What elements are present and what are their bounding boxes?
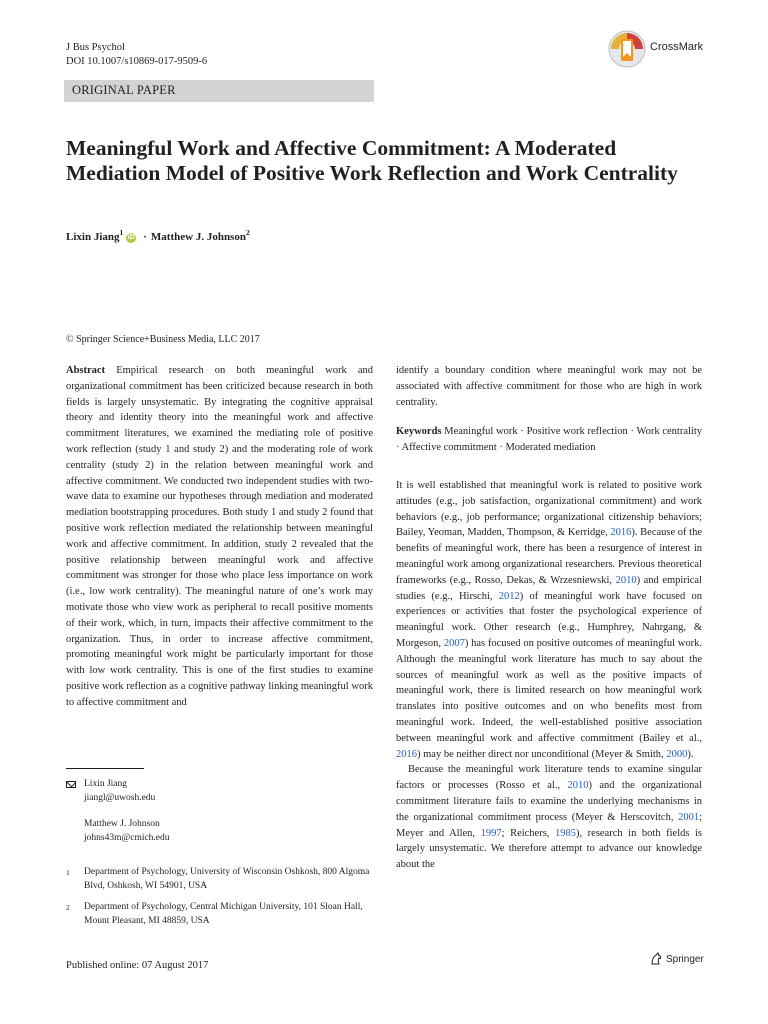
crossmark-badge[interactable] [608,29,704,69]
affiliations [66,866,376,936]
body-text: ) and empirical studies (e.g., Hirschi, [396,574,702,602]
citation-link[interactable]: 2010 [567,780,589,792]
abstract-text: Empirical research on both meaningful work and organizational commitment has been criticized because research in both fields is largely unsystematic. By integrating the cognitive appraisal theory and identity theory into the meaningful work and affective commitment literatures, we examined the mediating role of positive work reflection (study 1 and study 2) and the moderating role of work centrality (study 2) in the relation between meaningful work and affective commitment. We conducted two independent studies with two-wave data to examine our hypotheses through mediation and moderated mediation bootstrapping procedures. Both study 1 and study 2 found that positive work reflection mediated the relationship between meaningful work and affective commitment. In addition, study 2 revealed that the positive relationship between meaningful work and affective commitment was stronger for those who place less importance on work (i.e., low work centrality). The meaningful nature of one’s work may motivate those who view work as peripheral to recall positive moments of their work, which, in turn, impacts their affective commitment to the organization. Thus, in order to increase affective commitment, promoting meaningful work might be particularly important for those with low work centrality. This is one of the first studies to examine positive work reflection as a cognitive pathway linking meaningful work to affective commitment and [66,365,373,708]
body-text: ) has focused on positive outcomes of meaningful work. Although the meaningful work literature has much to say about the sources of meaningful work as well as the positive impacts of meaningful work, there is limited research on how meaningful work translates into positive outcomes and on who benefits most from meaningful work. Indeed, the well-established positive association between meaningful work and affective commitment (Bailey et al., [396,637,702,744]
corresponding-author-name: Lixin Jiang [84,779,128,789]
publisher-logo [649,952,704,966]
body-text: It is well established that meaningful work is related to positive work attitudes (e.g., job satisfaction, organizational commitment) and work behaviors (e.g., job performance; organizational citizenship behaviors; Bailey, Yeoman, Madden, Thompson, & Kerridge, [396,479,702,539]
publisher-name: Springer [666,953,704,965]
envelope-icon [66,781,76,788]
citation-link[interactable]: 2000 [666,748,688,760]
affiliation-number: 1 [66,868,70,877]
springer-horse-icon [649,952,663,966]
left-column [66,363,373,711]
citation-link[interactable]: 1985 [554,827,576,839]
body-text: ) of meaningful work have focused on experiences or activities that foster the psychological experience of meaningful work. Other research (e.g., Humphrey, Nahrgang, & Morgeson, [396,590,702,649]
affiliation-number: 2 [66,903,70,912]
citation-link[interactable]: 2010 [615,574,637,586]
right-column [396,363,702,873]
footnote-divider [66,768,144,769]
author-2[interactable]: Matthew J. Johnson [150,231,246,243]
published-date: Published online: 07 August 2017 [66,960,209,971]
body-paragraph-1 [396,478,702,762]
body-paragraph-2 [396,762,702,873]
body-text: ) may be neither direct nor unconditional (Meyer & Smith, [417,748,667,760]
doi[interactable]: DOI 10.1007/s10869-017-9509-6 [66,56,208,67]
author-1[interactable]: Lixin Jiang [66,231,120,243]
section-banner [64,80,374,102]
affiliation-2 [66,901,376,928]
body-text: ), research in both fields is largely unsystematic. We therefore attempt to advance our knowledge about the [396,827,703,871]
crossmark-label: CrossMark [650,41,704,53]
author-separator: · [143,231,147,243]
citation-link[interactable]: 1997 [480,827,502,839]
journal-header [66,41,207,69]
copyright-notice: © Springer Science+Business Media, LLC 2017 [66,334,260,345]
citation-link[interactable]: 2001 [678,811,700,823]
abstract-continuation: identify a boundary condition where meaningful work may not be associated with affective commitment for those who are high in work centrality. [396,365,702,408]
affiliation-text: Department of Psychology, University of Wisconsin Oshkosh, 800 Algoma Blvd, Oshkosh, WI 54901, USA [84,867,370,891]
section-banner-label: ORIGINAL PAPER [72,83,176,97]
second-author-email[interactable]: johns43m@cmich.edu [84,832,170,843]
orcid-icon[interactable]: iD [127,234,135,241]
keywords-text: Meaningful work · Positive work reflection · Work centrality · Affective commitment · Moderated mediation [396,426,703,454]
affiliation-text: Department of Psychology, Central Michigan University, 101 Sloan Hall, Mount Pleasant, MI 48859, USA [84,902,363,926]
article-title: Meaningful Work and Affective Commitment: A Moderated Mediation Model of Positive Work Reflection and Work Centrality [66,136,678,185]
body-text: ). [687,748,694,760]
affiliation-1 [66,866,376,893]
abstract [66,363,373,711]
journal-name: J Bus Psychol [66,42,125,53]
citation-link[interactable]: 2012 [498,590,520,602]
body-text: Because the meaningful work literature tends to examine singular factors or processes (Rosso et al., [396,764,702,792]
abstract-label: Abstract [66,365,106,376]
author-line [66,228,250,243]
citation-link[interactable]: 2007 [443,637,465,649]
crossmark-icon [608,30,646,68]
body-text: ). Because of the benefits of meaningful work, there has been a resurgence of interest in meaningful work among organizational researchers. Previous theoretical frameworks (e.g., Rosso, Dekas, & Wrzesniewski, [396,527,702,586]
author-1-affiliation-marker: 1 [119,228,124,237]
keywords-label: Keywords [396,426,442,438]
second-author-name: Matthew J. Johnson [84,819,160,829]
body-text: ; Reichers, [501,827,555,839]
author-2-affiliation-marker: 2 [245,228,250,237]
body-text: ) and the organizational commitment literature fails to examine the underlying mechanisms in the organizational commitment process (Meyer & Herscovitch, [396,780,702,823]
keywords [396,424,702,456]
citation-link[interactable]: 2016 [396,748,417,760]
citation-link[interactable]: 2016 [610,527,632,539]
corresponding-author-email[interactable]: jiangl@uwosh.edu [84,792,156,803]
body-text: ; Meyer and Allen, [396,811,702,839]
correspondence-block [66,778,170,845]
